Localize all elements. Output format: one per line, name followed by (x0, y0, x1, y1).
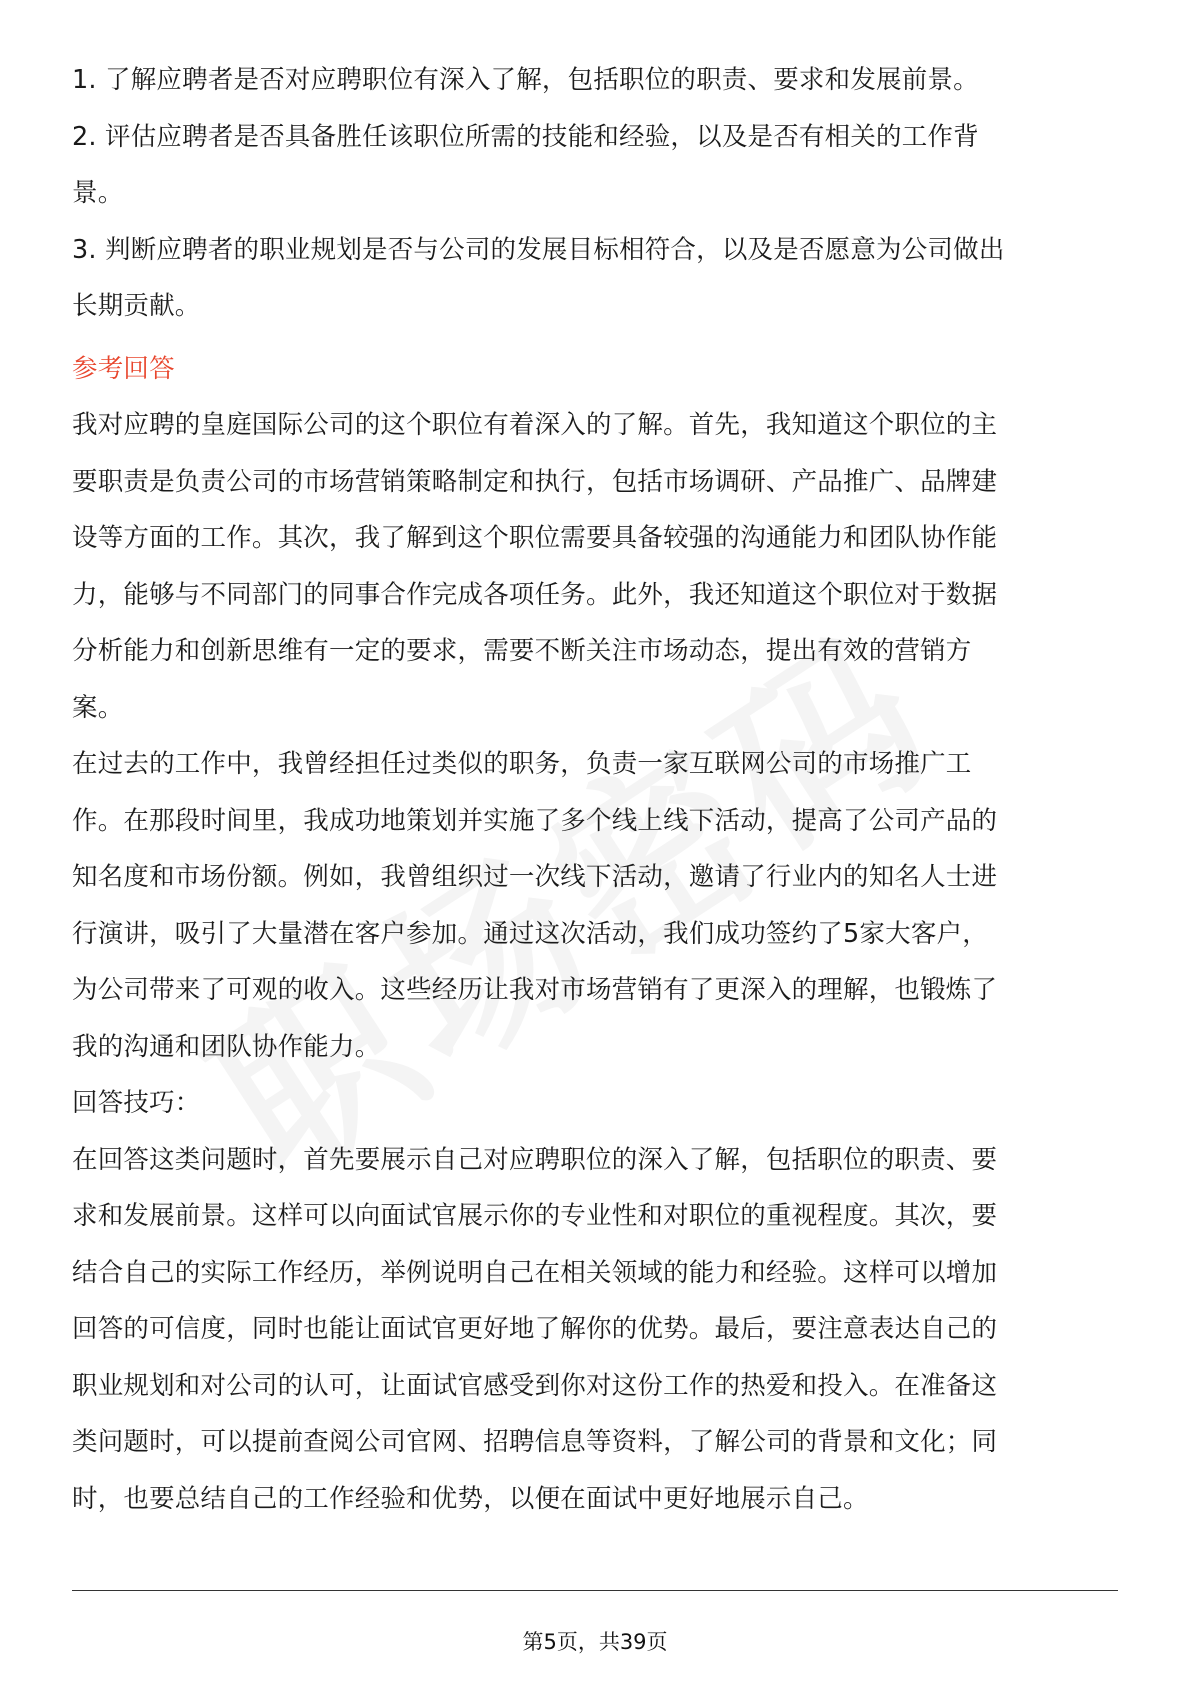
text-line: 结合自己的实际工作经历，举例说明自己在相关领域的能力和经验。这样可以增加 (72, 1257, 998, 1288)
tips-paragraph (72, 1132, 1118, 1528)
text-line: 景。 (72, 178, 124, 208)
text-line: 设等方面的工作。其次，我了解到这个职位需要具备较强的沟通能力和团队协作能 (72, 523, 998, 553)
section-title-reference-answer: 参考回答 (72, 353, 175, 384)
text-line: 1. 了解应聘者是否对应聘职位有深入了解，包括职位的职责、要求和发展前景。 (72, 65, 979, 95)
answer-paragraph-2 (72, 736, 1118, 1075)
question-item-1 (72, 52, 1118, 109)
page-number: 第5页，共39页 (522, 1630, 668, 1654)
text-line: 案。 (72, 692, 124, 723)
text-line: 知名度和市场份额。例如，我曾组织过一次线下活动，邀请了行业内的知名人士进 (72, 862, 998, 892)
text-line: 力，能够与不同部门的同事合作完成各项任务。此外，我还知道这个职位对于数据 (72, 579, 998, 610)
question-list (72, 52, 1118, 335)
text-line: 我对应聘的皇庭国际公司的这个职位有着深入的了解。首先，我知道这个职位的主 (72, 410, 998, 440)
question-item-2 (72, 109, 1118, 222)
text-line: 在回答这类问题时，首先要展示自己对应聘职位的深入了解，包括职位的职责、要 (72, 1144, 998, 1175)
text-line: 时，也要总结自己的工作经验和优势，以便在面试中更好地展示自己。 (72, 1483, 869, 1514)
question-item-3 (72, 222, 1118, 335)
text-line: 分析能力和创新思维有一定的要求，需要不断关注市场动态，提出有效的营销方 (72, 636, 972, 666)
text-line: 为公司带来了可观的收入。这些经历让我对市场营销有了更深入的理解，也锻炼了 (72, 975, 998, 1005)
page-content (72, 52, 1118, 1527)
text-line: 要职责是负责公司的市场营销策略制定和执行，包括市场调研、产品推广、品牌建 (72, 466, 998, 497)
text-line: 类问题时，可以提前查阅公司官网、招聘信息等资料，了解公司的背景和文化；同 (72, 1427, 998, 1457)
text-line: 职业规划和对公司的认可，让面试官感受到你对这份工作的热爱和投入。在准备这 (72, 1370, 998, 1401)
text-line: 我的沟通和团队协作能力。 (72, 1031, 381, 1062)
text-line: 行演讲，吸引了大量潜在客户参加。通过这次活动，我们成功签约了5家大客户， (72, 918, 988, 949)
answer-paragraph-1 (72, 397, 1118, 736)
footer-divider (72, 1590, 1118, 1591)
text-line: 长期贡献。 (72, 291, 201, 321)
text-line: 在过去的工作中，我曾经担任过类似的职务，负责一家互联网公司的市场推广工 (72, 749, 972, 779)
text-line: 3. 判断应聘者的职业规划是否与公司的发展目标相符合，以及是否愿意为公司做出 (72, 234, 1005, 265)
text-line: 回答的可信度，同时也能让面试官更好地了解你的优势。最后，要注意表达自己的 (72, 1314, 998, 1344)
tips-label: 回答技巧： (72, 1088, 201, 1118)
text-line: 2. 评估应聘者是否具备胜任该职位所需的技能和经验，以及是否有相关的工作背 (72, 121, 979, 152)
text-line: 作。在那段时间里，我成功地策划并实施了多个线上线下活动，提高了公司产品的 (72, 805, 998, 836)
text-line: 求和发展前景。这样可以向面试官展示你的专业性和对职位的重视程度。其次，要 (72, 1201, 998, 1231)
